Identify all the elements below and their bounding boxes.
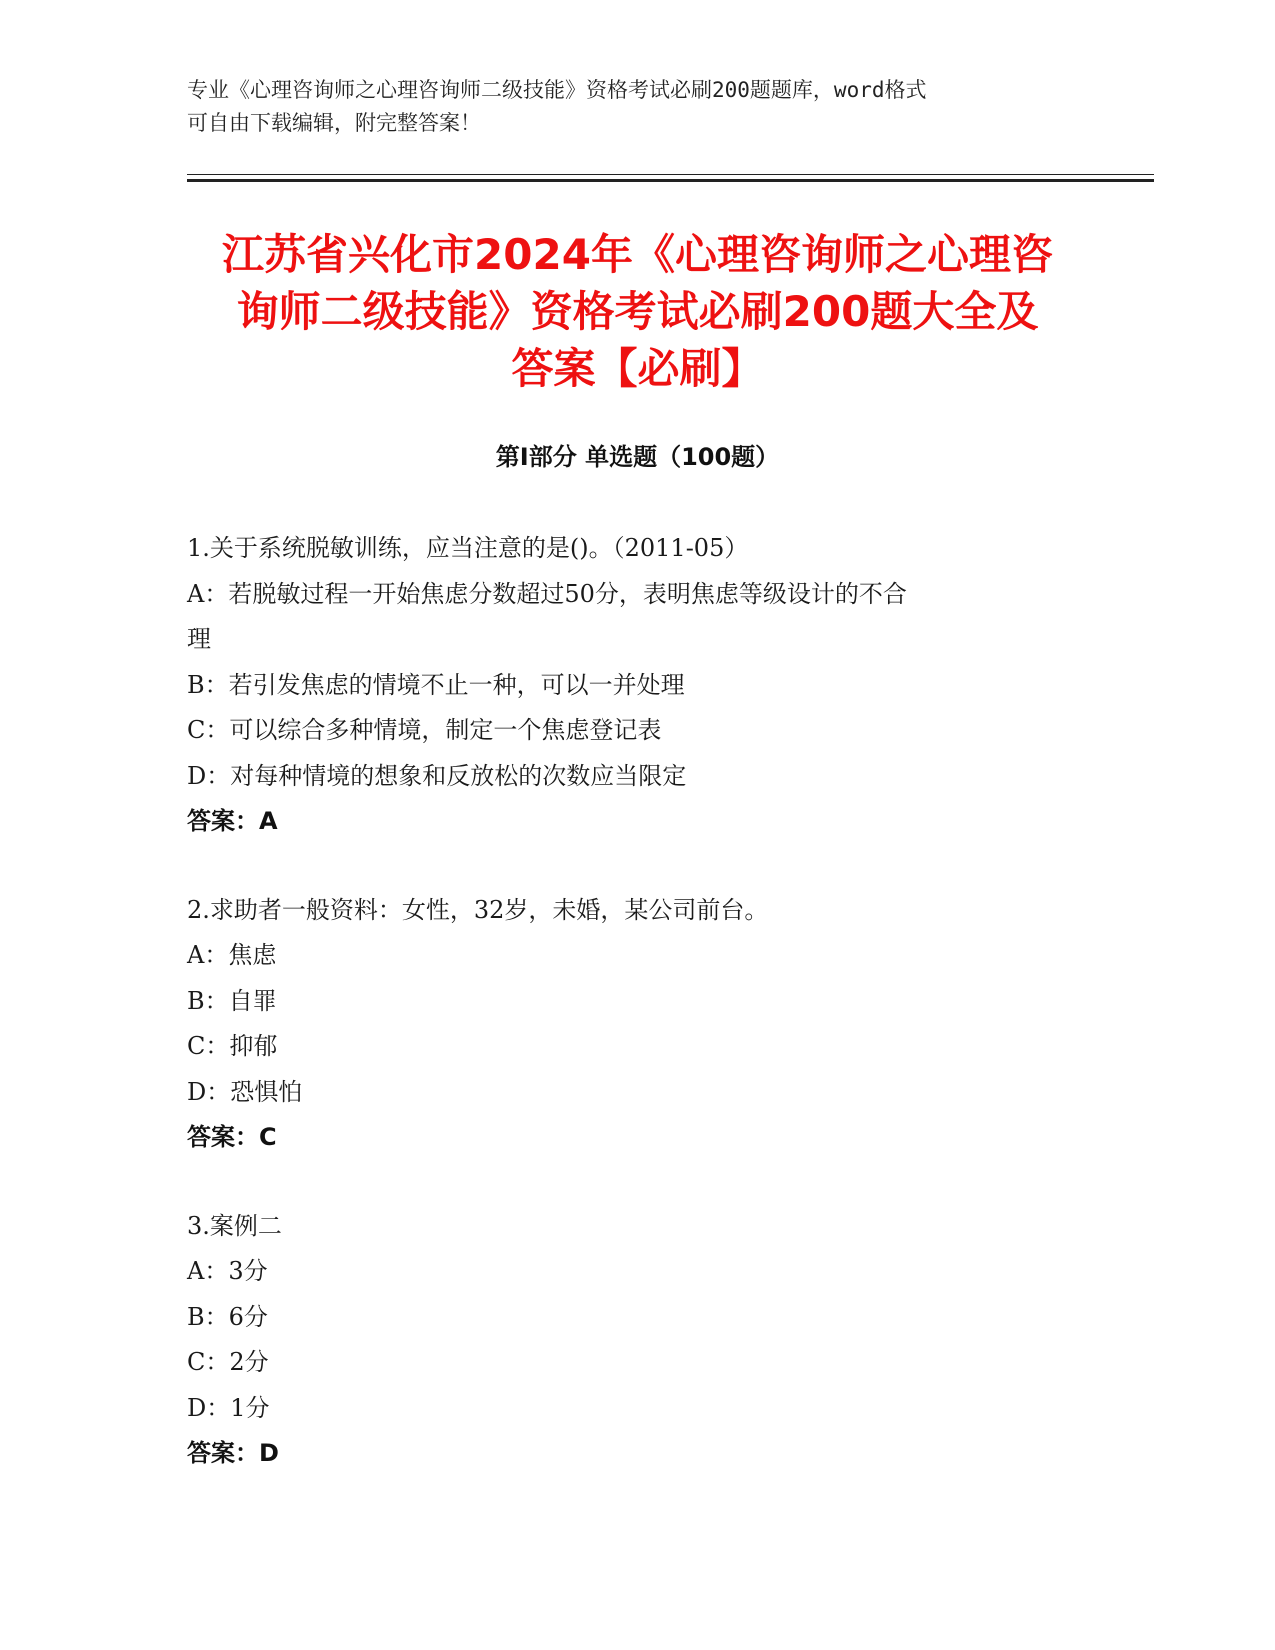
- answer-label: 答案：C: [187, 1123, 277, 1151]
- answer-label: 答案：A: [187, 807, 278, 835]
- question-3: [187, 1204, 1067, 1477]
- option-d: D：1分: [187, 1393, 270, 1422]
- option-d: D：恐惧怕: [187, 1077, 303, 1106]
- header-note-line-1: 专业《心理咨询师之心理咨询师二级技能》资格考试必刷200题题库，word格式: [187, 78, 927, 102]
- header-note: [187, 74, 1087, 140]
- question-stem: 3.案例二: [187, 1211, 282, 1240]
- header-divider-thick: [187, 179, 1154, 182]
- question-stem: 1.关于系统脱敏训练，应当注意的是()。（2011-05）: [187, 534, 749, 562]
- option-c: C：2分: [187, 1348, 269, 1376]
- section-heading: 第Ⅰ部分 单选题（100题）: [495, 443, 780, 471]
- question-1: [187, 526, 1067, 845]
- document-title: [150, 226, 1125, 397]
- option-d: D：对每种情境的想象和反放松的次数应当限定: [187, 761, 687, 790]
- option-b: B：自罪: [187, 986, 277, 1015]
- document-title-line-2: 询师二级技能》资格考试必刷200题大全及: [236, 287, 1039, 336]
- option-a: A：3分: [187, 1257, 268, 1285]
- answer-label: 答案：D: [187, 1439, 279, 1467]
- option-a: A：焦虑: [187, 941, 277, 969]
- option-c: C：可以综合多种情境，制定一个焦虑登记表: [187, 716, 662, 744]
- option-b: B：若引发焦虑的情境不止一种，可以一并处理: [187, 670, 685, 699]
- document-title-line-3: 答案【必刷】: [511, 344, 764, 393]
- header-divider-thin: [187, 174, 1154, 175]
- header-note-line-2: 可自由下载编辑，附完整答案！: [187, 111, 481, 135]
- question-stem: 2.求助者一般资料：女性，32岁，未婚，某公司前台。: [187, 895, 769, 924]
- option-b: B：6分: [187, 1302, 268, 1331]
- document-title-line-1: 江苏省兴化市2024年《心理咨询师之心理咨: [222, 230, 1053, 279]
- option-c: C：抑郁: [187, 1032, 278, 1060]
- option-a: A：若脱敏过程一开始焦虑分数超过50分，表明焦虑等级设计的不合: [187, 579, 907, 608]
- question-list: [187, 526, 1067, 1520]
- question-2: [187, 888, 1067, 1161]
- option-a-continued: 理: [187, 625, 211, 653]
